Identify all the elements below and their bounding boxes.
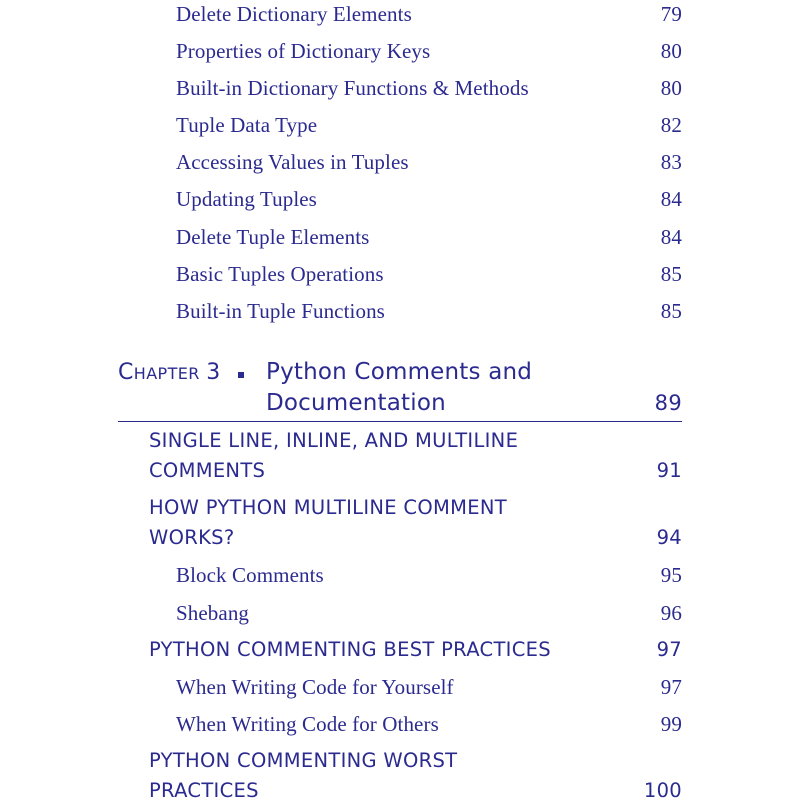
toc-entry-page: 97 <box>660 675 682 699</box>
chapter-number: 3 <box>206 360 221 385</box>
chapter-label-initial: C <box>118 360 134 385</box>
toc-section-title-line1: SINGLE LINE, INLINE, AND MULTILINE <box>149 429 519 452</box>
chapter-label-rest: HAPTER <box>133 364 200 383</box>
chapter-divider <box>118 421 682 422</box>
toc-entry-page: 79 <box>660 2 682 26</box>
bullet-icon <box>238 372 244 378</box>
chapter-page: 89 <box>654 391 682 415</box>
toc-entry-title: Delete Tuple Elements <box>176 225 370 249</box>
toc-entry-title: Delete Dictionary Elements <box>176 2 412 26</box>
toc-entry-page: 95 <box>660 563 682 587</box>
toc-entry-page: 85 <box>660 262 682 286</box>
toc-entry-page: 99 <box>660 712 682 736</box>
toc-entry-page: 84 <box>660 225 682 249</box>
toc-entry-page: 85 <box>660 299 682 323</box>
toc-entry-title: Properties of Dictionary Keys <box>176 39 431 63</box>
toc-section-title-line2: WORKS? <box>149 526 235 549</box>
toc-entry-page: 83 <box>660 150 682 174</box>
toc-entry-page: 80 <box>660 76 682 100</box>
toc-section-title-line2: PRACTICES <box>149 779 259 802</box>
toc-entry-title: Built-in Tuple Functions <box>176 299 385 323</box>
toc-entry-title: Block Comments <box>176 563 324 587</box>
toc-entry-title: Built-in Dictionary Functions & Methods <box>176 76 529 100</box>
toc-entry-page: 96 <box>660 601 682 625</box>
toc-entry-page: 80 <box>660 39 682 63</box>
chapter-label <box>118 362 221 384</box>
toc-entry-page: 84 <box>660 187 682 211</box>
toc-entry-title: When Writing Code for Others <box>176 712 439 736</box>
toc-section-page: 91 <box>656 459 682 482</box>
chapter-title-line1: Python Comments and <box>266 359 533 385</box>
toc-entry-title: Basic Tuples Operations <box>176 262 384 286</box>
toc-section-title-line1: HOW PYTHON MULTILINE COMMENT <box>149 496 507 519</box>
toc-section-page: 97 <box>656 638 682 661</box>
toc-section-page: 100 <box>643 779 682 802</box>
toc-entry-title: Updating Tuples <box>176 187 317 211</box>
toc-section-title-line1: PYTHON COMMENTING WORST <box>149 749 458 772</box>
toc-entry-title: When Writing Code for Yourself <box>176 675 454 699</box>
toc-entry-title: Accessing Values in Tuples <box>176 150 409 174</box>
toc-section-page: 94 <box>656 526 682 549</box>
toc-entry-title: Tuple Data Type <box>176 113 318 137</box>
toc-entry-page: 82 <box>660 113 682 137</box>
toc-section-title-line1: PYTHON COMMENTING BEST PRACTICES <box>149 638 551 661</box>
toc-section-title-line2: COMMENTS <box>149 459 266 482</box>
toc-entry-title: Shebang <box>176 601 250 625</box>
chapter-title-line2: Documentation <box>266 390 446 416</box>
